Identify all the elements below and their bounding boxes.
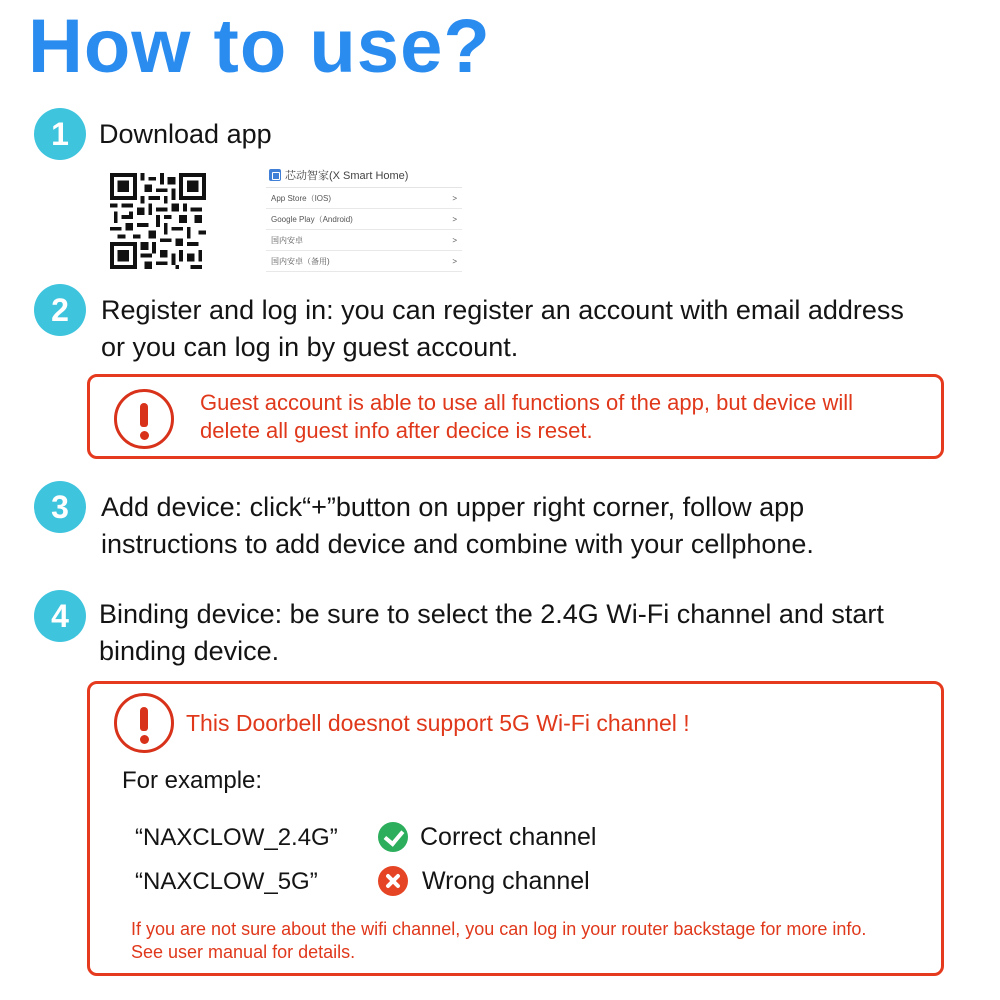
router-note-line-1: If you are not sure about the wifi channel, you can log in your router backstage for more info. — [131, 919, 867, 939]
download-link-label: 国内安卓 — [271, 235, 303, 245]
check-circle-icon — [378, 822, 408, 852]
qr-code-icon — [110, 173, 206, 269]
example-ssid-24g: “NAXCLOW_2.4G” — [135, 824, 338, 851]
wrong-channel-label: Wrong channel — [422, 867, 590, 895]
step-1-text — [99, 116, 272, 153]
step-4-text — [99, 596, 884, 670]
step-2-line-2: or you can log in by guest account. — [101, 332, 519, 362]
guest-warning-box — [87, 374, 944, 459]
exclamation-icon — [114, 693, 174, 753]
download-link-label: 国内安卓（备用) — [271, 256, 330, 266]
page-title: How to use? — [28, 4, 491, 89]
guest-warning-line-2: delete all guest info after decice is reset. — [200, 418, 593, 443]
step-1-line-1: Download app — [99, 119, 272, 149]
step-2-badge: 2 — [34, 284, 86, 336]
app-download-panel — [266, 162, 462, 278]
step-1-badge: 1 — [34, 108, 86, 160]
cross-circle-icon — [378, 866, 408, 896]
step-3-line-1: Add device: click“+”button on upper right corner, follow app — [101, 492, 805, 522]
step-4-line-2: binding device. — [99, 636, 280, 666]
download-link-domestic-android[interactable] — [266, 230, 462, 251]
router-note — [131, 918, 866, 964]
step-2-line-1: Register and log in: you can register an account with email address — [101, 295, 904, 325]
chevron-right-icon: > — [452, 193, 457, 203]
step-2-text — [101, 292, 904, 366]
download-link-domestic-android-backup[interactable] — [266, 251, 462, 272]
example-title: For example: — [122, 767, 263, 794]
step-4-line-1: Binding device: be sure to select the 2.4G Wi-Fi channel and start — [99, 599, 884, 629]
exclamation-icon — [114, 389, 174, 449]
chevron-right-icon: > — [452, 235, 457, 245]
download-link-label: Google Play（Android) — [271, 214, 353, 224]
step-3-line-2: instructions to add device and combine with your cellphone. — [101, 529, 814, 559]
example-ssid-5g: “NAXCLOW_5G” — [135, 868, 318, 895]
download-link-app-store[interactable] — [266, 188, 462, 209]
download-link-label: App Store（IOS) — [271, 193, 332, 203]
home-app-icon — [269, 169, 281, 181]
router-note-line-2: See user manual for details. — [131, 942, 356, 962]
chevron-right-icon: > — [452, 214, 457, 224]
correct-channel-label: Correct channel — [420, 823, 597, 851]
download-link-google-play[interactable] — [266, 209, 462, 230]
app-header — [266, 162, 462, 188]
doorbell-warning-text: This Doorbell doesnot support 5G Wi-Fi channel ! — [186, 710, 690, 736]
guest-warning-line-1: Guest account is able to use all functions of the app, but device will — [200, 390, 854, 415]
app-name: 芯动智家(X Smart Home) — [285, 169, 409, 182]
step-4-badge: 4 — [34, 590, 86, 642]
guest-warning-text — [200, 389, 853, 445]
step-3-text — [101, 489, 814, 563]
chevron-right-icon: > — [452, 256, 457, 266]
step-3-badge: 3 — [34, 481, 86, 533]
